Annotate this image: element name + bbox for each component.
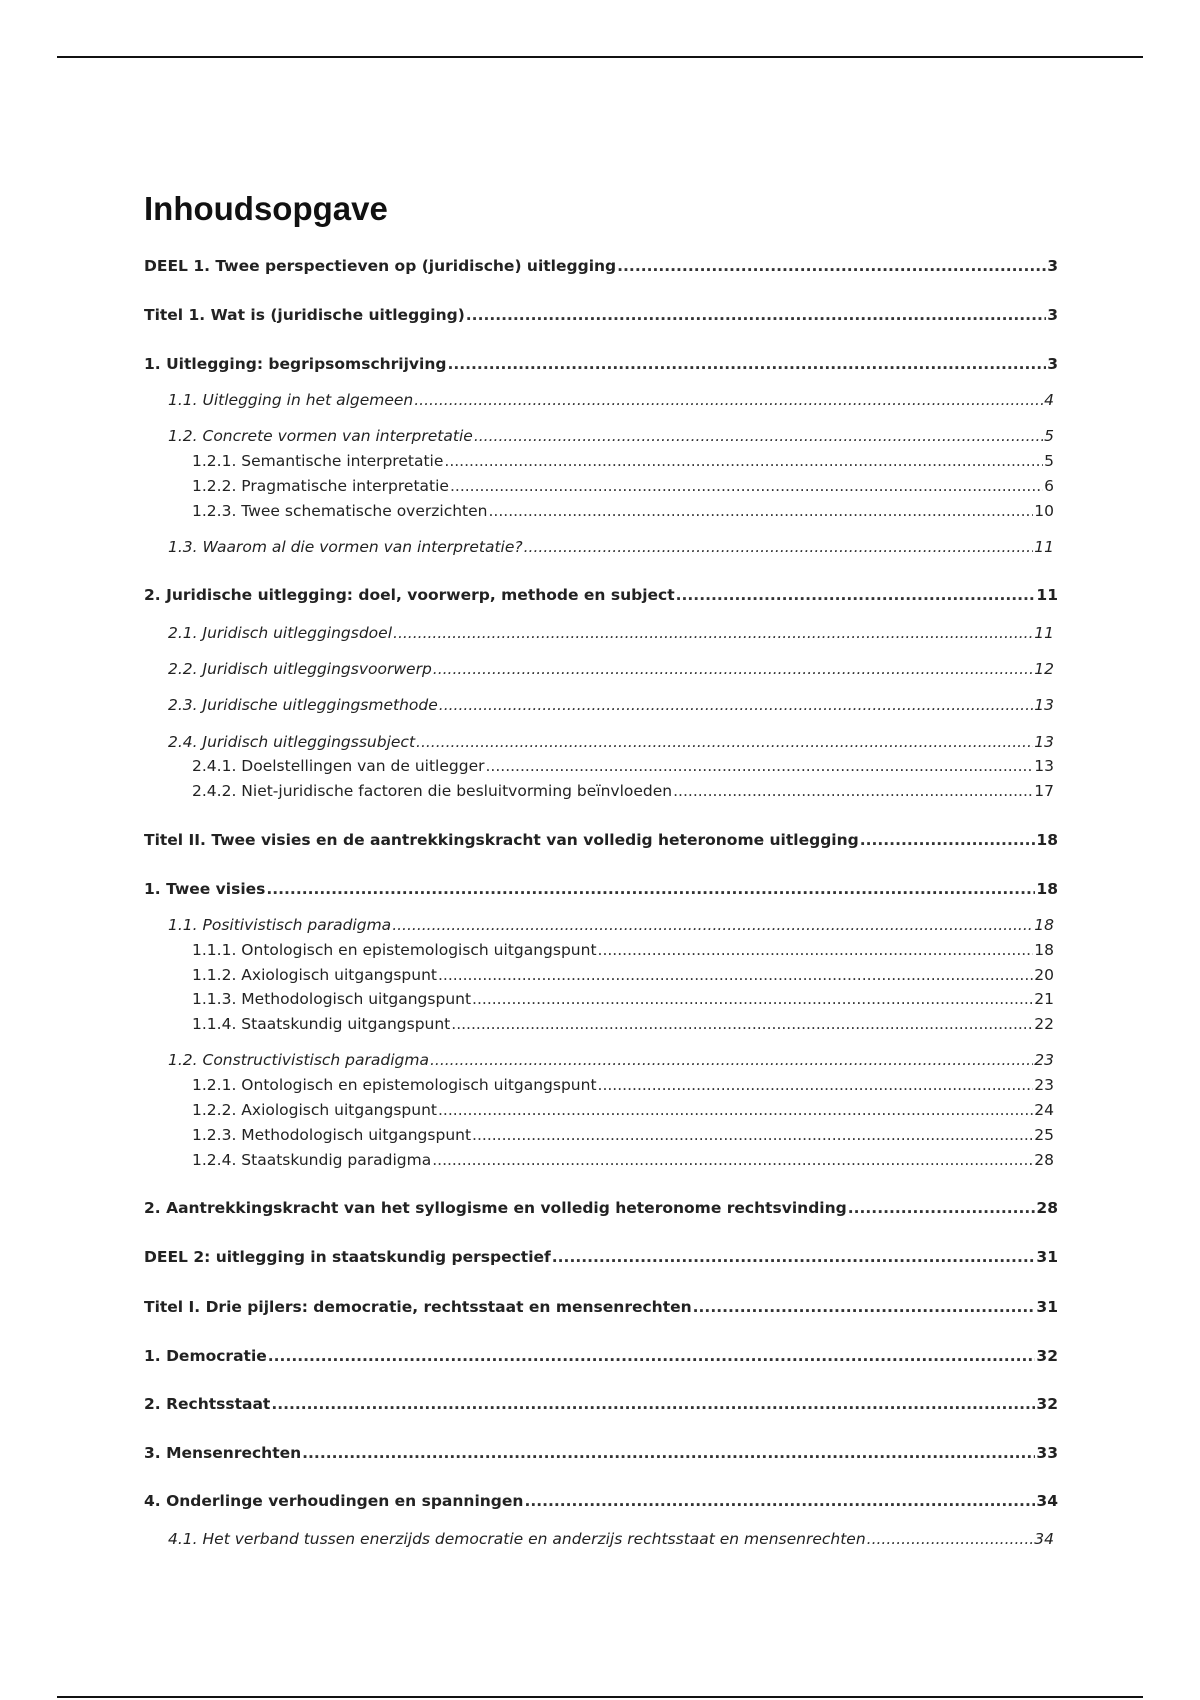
toc-entry-text: 1.1.3. Methodologisch uitgangspunt <box>192 990 472 1008</box>
leader-dots <box>430 1049 1033 1071</box>
toc-entry-page: 32 <box>1036 1347 1058 1365</box>
toc-entry[interactable] <box>192 964 1054 986</box>
toc-entry-text: 1. Uitlegging: begripsomschrijving <box>144 355 447 373</box>
toc-entry[interactable] <box>144 1345 1058 1367</box>
leader-dots <box>447 353 1046 375</box>
toc-entry-text: 1.1.1. Ontologisch en epistemologisch uitgangspunt <box>192 941 597 959</box>
toc-entry-page: 13 <box>1034 733 1054 751</box>
leader-dots <box>485 755 1033 777</box>
toc-entry-text: 1.1. Uitlegging in het algemeen <box>168 391 414 409</box>
toc-entry[interactable] <box>144 1442 1058 1464</box>
toc-entry-text: DEEL 1. Twee perspectieven op (juridische) uitlegging <box>144 257 617 275</box>
toc-entry-text: DEEL 2: uitlegging in staatskundig perspectief <box>144 1248 551 1266</box>
toc-entry[interactable] <box>192 500 1054 522</box>
toc-entry[interactable] <box>144 304 1058 326</box>
toc-entry-page: 6 <box>1044 477 1054 495</box>
toc-entry[interactable] <box>144 584 1058 606</box>
toc-entry[interactable] <box>144 878 1058 900</box>
toc-entry-page: 23 <box>1034 1051 1054 1069</box>
toc-entry-text: 1.1. Positivistisch paradigma <box>168 916 392 934</box>
toc-entry-page: 34 <box>1034 1530 1054 1548</box>
leader-dots <box>524 536 1034 558</box>
toc-entry-text: Titel II. Twee visies en de aantrekkingskracht van volledig heteronome uitlegging <box>144 831 859 849</box>
toc-entry[interactable] <box>144 1490 1058 1512</box>
toc-entry-page: 18 <box>1034 916 1054 934</box>
toc-entry[interactable] <box>144 1393 1058 1415</box>
leader-dots <box>472 1124 1033 1146</box>
toc-entry[interactable] <box>192 1013 1054 1035</box>
toc-entry[interactable] <box>192 755 1054 777</box>
toc-entry[interactable] <box>168 536 1054 558</box>
leader-dots <box>524 1490 1035 1512</box>
leader-dots <box>392 914 1033 936</box>
leader-dots <box>439 694 1033 716</box>
leader-dots <box>432 1149 1033 1171</box>
toc-entry-text: 1.1.2. Axiologisch uitgangspunt <box>192 966 437 984</box>
toc-entry-page: 18 <box>1036 831 1058 849</box>
leader-dots <box>444 450 1043 472</box>
toc-entry-text: 2.2. Juridisch uitleggingsvoorwerp <box>168 660 432 678</box>
toc-entry-text: 1.2.2. Axiologisch uitgangspunt <box>192 1101 437 1119</box>
toc-entry-page: 18 <box>1036 880 1058 898</box>
toc-entry-text: Titel 1. Wat is (juridische uitlegging) <box>144 306 465 324</box>
toc-entry-text: 2.3. Juridische uitleggingsmethode <box>168 696 438 714</box>
leader-dots <box>488 500 1033 522</box>
leader-dots <box>552 1246 1036 1268</box>
toc-entry-page: 13 <box>1034 696 1054 714</box>
toc-entry[interactable] <box>192 450 1054 472</box>
toc-entry-page: 28 <box>1036 1199 1058 1217</box>
toc-entry-page: 10 <box>1034 502 1054 520</box>
toc-entry-page: 33 <box>1036 1444 1058 1462</box>
toc-entry-text: 1.3. Waarom al die vormen van interpretatie? <box>168 538 523 556</box>
toc-entry[interactable] <box>144 1246 1058 1268</box>
toc-entry[interactable] <box>168 622 1054 644</box>
page-title: Inhoudsopgave <box>144 190 388 227</box>
toc-entry-page: 3 <box>1047 257 1058 275</box>
leader-dots <box>673 780 1033 802</box>
leader-dots <box>438 1099 1033 1121</box>
leader-dots <box>848 1197 1036 1219</box>
toc-entry[interactable] <box>144 255 1058 277</box>
toc-entry-page: 31 <box>1036 1298 1058 1316</box>
leader-dots <box>466 304 1046 326</box>
toc-entry-page: 11 <box>1036 586 1058 604</box>
toc-entry-text: 1.2.1. Semantische interpretatie <box>192 452 444 470</box>
leader-dots <box>414 389 1043 411</box>
toc-entry-text: 1.2. Constructivistisch paradigma <box>168 1051 429 1069</box>
toc-entry-text: 1.2.4. Staatskundig paradigma <box>192 1151 432 1169</box>
toc-entry[interactable] <box>192 988 1054 1010</box>
toc-entry-page: 21 <box>1034 990 1054 1008</box>
toc-entry-page: 11 <box>1034 624 1054 642</box>
toc-entry[interactable] <box>168 914 1054 936</box>
toc-entry-text: 2. Juridische uitlegging: doel, voorwerp, methode en subject <box>144 586 675 604</box>
toc-entry[interactable] <box>168 1528 1054 1550</box>
toc-entry-text: 1. Twee visies <box>144 880 266 898</box>
leader-dots <box>693 1296 1036 1318</box>
toc-entry-text: 2.1. Juridisch uitleggingsdoel <box>168 624 393 642</box>
toc-entry-page: 3 <box>1047 355 1058 373</box>
toc-entry-text: 1.2. Concrete vormen van interpretatie <box>168 427 473 445</box>
toc-entry[interactable] <box>168 389 1054 411</box>
toc-entry-text: 1.1.4. Staatskundig uitgangspunt <box>192 1015 451 1033</box>
toc-entry-page: 23 <box>1034 1076 1054 1094</box>
toc-entry-text: 1.2.1. Ontologisch en epistemologisch uitgangspunt <box>192 1076 597 1094</box>
toc-entry[interactable] <box>192 475 1054 497</box>
toc-entry[interactable] <box>144 1197 1058 1219</box>
toc-entry-text: 1.2.3. Methodologisch uitgangspunt <box>192 1126 472 1144</box>
toc-entry-text: 1. Democratie <box>144 1347 267 1365</box>
leader-dots <box>433 658 1033 680</box>
toc-entry-page: 5 <box>1044 427 1054 445</box>
toc-entry[interactable] <box>168 1049 1054 1071</box>
toc-entry-text: 2.4.2. Niet-juridische factoren die besluitvorming beïnvloeden <box>192 782 673 800</box>
toc-entry-page: 28 <box>1034 1151 1054 1169</box>
toc-entry[interactable] <box>144 1296 1058 1318</box>
toc-entry-text: 4. Onderlinge verhoudingen en spanningen <box>144 1492 524 1510</box>
leader-dots <box>676 584 1036 606</box>
toc-entry[interactable] <box>192 780 1054 802</box>
toc-entry-page: 24 <box>1034 1101 1054 1119</box>
toc-entry[interactable] <box>168 731 1054 753</box>
toc-entry-page: 12 <box>1034 660 1054 678</box>
bottom-rule <box>57 1696 1143 1698</box>
toc-entry-page: 11 <box>1034 538 1054 556</box>
toc-entry-page: 4 <box>1044 391 1054 409</box>
leader-dots <box>393 622 1033 644</box>
toc-entry-page: 20 <box>1034 966 1054 984</box>
toc-entry[interactable] <box>168 694 1054 716</box>
toc-entry-text: 1.2.3. Twee schematische overzichten <box>192 502 488 520</box>
toc-entry[interactable] <box>168 658 1054 680</box>
toc-entry-page: 34 <box>1036 1492 1058 1510</box>
toc-entry-page: 17 <box>1034 782 1054 800</box>
leader-dots <box>302 1442 1035 1464</box>
leader-dots <box>474 425 1043 447</box>
toc-entry[interactable] <box>192 1124 1054 1146</box>
toc-entry-text: 2. Rechtsstaat <box>144 1395 271 1413</box>
toc-entry-page: 25 <box>1034 1126 1054 1144</box>
toc-entry-text: 2.4. Juridisch uitleggingssubject <box>168 733 416 751</box>
toc-entry[interactable] <box>144 353 1058 375</box>
leader-dots <box>617 255 1046 277</box>
toc-entry-page: 5 <box>1044 452 1054 470</box>
leader-dots <box>268 1345 1036 1367</box>
toc-entry-text: 1.2.2. Pragmatische interpretatie <box>192 477 449 495</box>
leader-dots <box>271 1393 1035 1415</box>
leader-dots <box>860 829 1036 851</box>
leader-dots <box>598 1074 1034 1096</box>
toc-entry-text: 2. Aantrekkingskracht van het syllogisme en volledig heteronome rechtsvinding <box>144 1199 847 1217</box>
toc-entry-text: 4.1. Het verband tussen enerzijds democratie en anderzijs rechtsstaat en mensenrechten <box>168 1530 866 1548</box>
toc-entry[interactable] <box>192 1074 1054 1096</box>
leader-dots <box>266 878 1035 900</box>
toc-entry-text: Titel I. Drie pijlers: democratie, rechtsstaat en mensenrechten <box>144 1298 692 1316</box>
toc-entry[interactable] <box>144 829 1058 851</box>
leader-dots <box>598 939 1034 961</box>
toc-entry-page: 18 <box>1034 941 1054 959</box>
toc-entry-text: 2.4.1. Doelstellingen van de uitlegger <box>192 757 485 775</box>
toc-entry-page: 3 <box>1047 306 1058 324</box>
leader-dots <box>438 964 1033 986</box>
leader-dots <box>416 731 1033 753</box>
toc-entry[interactable] <box>192 939 1054 961</box>
leader-dots <box>450 475 1043 497</box>
toc-entry[interactable] <box>168 425 1054 447</box>
toc-entry[interactable] <box>192 1099 1054 1121</box>
leader-dots <box>867 1528 1034 1550</box>
leader-dots <box>451 1013 1033 1035</box>
leader-dots <box>472 988 1033 1010</box>
toc-entry-page: 31 <box>1036 1248 1058 1266</box>
toc-entry-page: 22 <box>1034 1015 1054 1033</box>
toc-entry-page: 13 <box>1034 757 1054 775</box>
toc-entry-text: 3. Mensenrechten <box>144 1444 302 1462</box>
toc-entry[interactable] <box>192 1149 1054 1171</box>
toc-entry-page: 32 <box>1036 1395 1058 1413</box>
